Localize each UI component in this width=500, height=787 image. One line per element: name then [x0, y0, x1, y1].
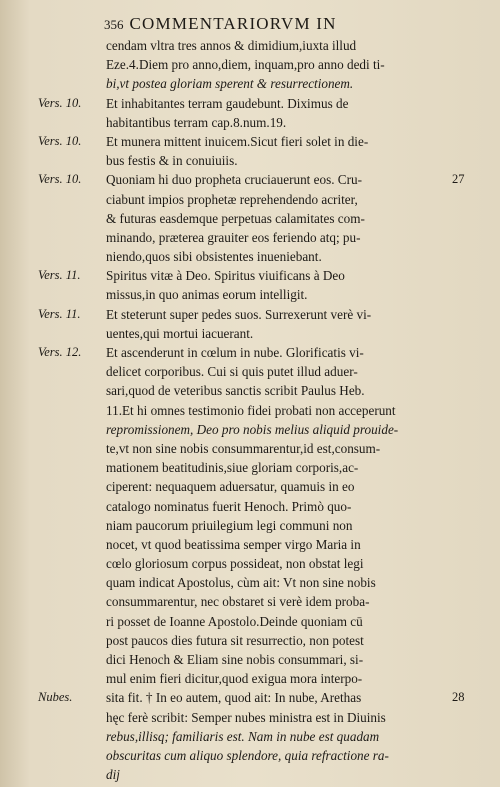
- line-text: mationem beatitudinis,siue gloriam corporis,ac-: [106, 460, 359, 476]
- text-line: [0, 573, 500, 592]
- line-text: delicet corporibus. Cui si quis putet illud aduer-: [106, 364, 358, 380]
- text-line: [0, 362, 500, 381]
- text-line: [0, 727, 500, 746]
- text-line: [0, 132, 500, 151]
- text-line: [0, 439, 500, 458]
- margin-note: Vers. 10.: [38, 95, 82, 110]
- text-line: [0, 305, 500, 324]
- line-text: Et munera mittent inuicem.Sicut fieri solet in die-: [106, 133, 369, 149]
- text-line: [0, 151, 500, 170]
- line-text: minando, præterea grauiter eos feriendo atq; pu-: [106, 229, 361, 245]
- line-text: cœlo gloriosum corpus possideat, non obstat legi: [106, 556, 364, 572]
- line-text: rebus,illisq; familiaris est. Nam in nube est quadam: [106, 728, 380, 744]
- line-text: quam indicat Apostolus, cùm ait: Vt non sine nobis: [106, 575, 376, 591]
- line-text: Et inhabitantes terram gaudebunt. Diximus de: [106, 95, 349, 111]
- running-title: COMMENTARIORVM IN: [129, 14, 337, 33]
- text-line: [0, 592, 500, 611]
- text-line: [0, 688, 500, 707]
- text-line: [0, 401, 500, 420]
- text-line: [0, 650, 500, 669]
- text-line: [0, 765, 500, 784]
- line-text: post paucos dies futura sit resurrectio, non potest: [106, 632, 364, 648]
- text-line: [0, 285, 500, 304]
- text-line: [0, 324, 500, 343]
- line-text: sita fit. † In eo autem, quod ait: In nube, Arethas: [106, 690, 362, 706]
- line-text: ciabunt impios prophetæ reprehendendo acriter,: [106, 191, 358, 207]
- text-line: [0, 247, 500, 266]
- margin-note: Vers. 12.: [38, 345, 82, 359]
- line-text: sari,quod de veteribus sanctis scribit Paulus Heb.: [106, 383, 365, 399]
- text-line: [0, 170, 500, 189]
- line-text: Eze.4.Diem pro anno,diem, inquam,pro anno dedi ti-: [106, 57, 385, 73]
- text-line: [0, 420, 500, 439]
- line-text: Et ascenderunt in cœlum in nube. Glorificatis vi-: [106, 345, 364, 360]
- line-text: cendam vltra tres annos & dimidium,iuxta illud: [106, 38, 357, 53]
- line-text: missus,in quo animas eorum intelligit.: [106, 287, 308, 303]
- text-line: [0, 74, 500, 93]
- line-text: repromissionem, Deo pro nobis melius aliquid prouide-: [106, 421, 399, 437]
- text-line: [0, 497, 500, 516]
- line-text: catalogo nominatus fuerit Henoch. Primò quo-: [106, 498, 352, 514]
- line-text: uentes,qui mortui iacuerant.: [106, 325, 254, 341]
- margin-note: Vers. 11.: [38, 268, 81, 283]
- text-line: [0, 516, 500, 535]
- line-text: Spiritus vitæ à Deo. Spiritus viuificans à Deo: [106, 268, 345, 284]
- line-text: obscuritas cum aliquo splendore, quia refractione ra-: [106, 747, 389, 763]
- margin-note: Vers. 10.: [38, 172, 82, 187]
- line-text: niendo,quos sibi obsistentes inueniebant.: [106, 249, 322, 265]
- line-text: habitantibus terram cap.8.num.19.: [106, 114, 287, 130]
- page-number: 356: [104, 17, 124, 32]
- text-line: [0, 55, 500, 74]
- line-text: bi,vt postea gloriam sperent & resurrectionem.: [106, 76, 354, 92]
- line-text: Quoniam hi duo propheta cruciauerunt eos. Cru-: [106, 172, 362, 188]
- marginal-number: 27: [452, 172, 465, 187]
- line-text: mul enim fieri dicitur,quod exigua mora interpo-: [106, 671, 363, 687]
- text-line: [0, 266, 500, 285]
- line-text: niam paucorum priuilegium legi communi non: [106, 517, 353, 533]
- text-line: [0, 477, 500, 496]
- marginal-number: 28: [452, 690, 465, 705]
- line-text: consummarentur, nec obstaret si verè idem proba-: [106, 594, 370, 610]
- text-line: [0, 612, 500, 631]
- line-text: Et steterunt super pedes suos. Surrexerunt verè vi-: [106, 306, 372, 322]
- text-line: [0, 94, 500, 113]
- line-text: ciperent: nequaquem aduersatur, quamuis in eo: [106, 479, 355, 495]
- line-text: bus festis & in conuiuiis.: [106, 153, 238, 169]
- margin-note: Nubes.: [38, 690, 73, 705]
- text-line: [0, 381, 500, 400]
- line-text: nocet, vt quod beatissima semper virgo Maria in: [106, 536, 361, 552]
- text-line: [0, 746, 500, 765]
- page-header: [104, 14, 484, 34]
- line-text: dij: [106, 767, 120, 783]
- text-line: [0, 228, 500, 247]
- text-line: [0, 343, 500, 362]
- text-block: [0, 36, 500, 784]
- line-text: ri posset de Ioanne Apostolo.Deinde quoniam cū: [106, 613, 363, 629]
- text-line: [0, 554, 500, 573]
- text-line: [0, 209, 500, 228]
- margin-note: Vers. 11.: [38, 306, 81, 321]
- line-text: te,vt non sine nobis consummarentur,id est,consum-: [106, 440, 381, 456]
- margin-note: Vers. 10.: [38, 133, 82, 148]
- text-line: [0, 708, 500, 727]
- line-text: hęc ferè scribit: Semper nubes ministra est in Diuinis: [106, 709, 386, 725]
- text-line: [0, 36, 500, 55]
- line-text: 11.Et hi omnes testimonio fidei probati non acceperunt: [106, 402, 396, 418]
- text-line: [0, 535, 500, 554]
- text-line: [0, 631, 500, 650]
- line-text: & futuras easdemque perpetuas calamitates com-: [106, 210, 365, 226]
- text-line: [0, 113, 500, 132]
- text-line: [0, 190, 500, 209]
- line-text: dici Henoch & Eliam sine nobis consummari, si-: [106, 652, 364, 667]
- text-line: [0, 669, 500, 688]
- text-line: [0, 458, 500, 477]
